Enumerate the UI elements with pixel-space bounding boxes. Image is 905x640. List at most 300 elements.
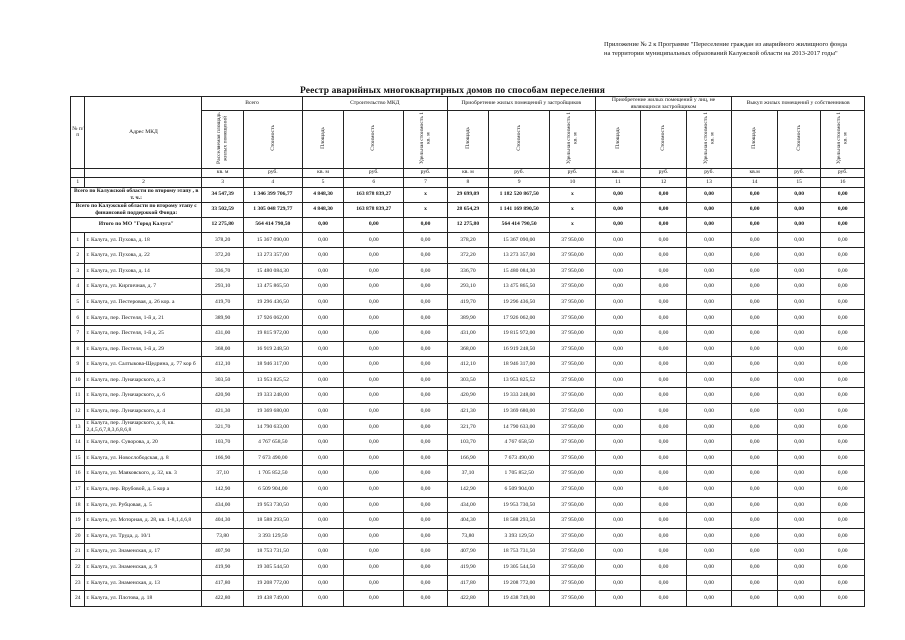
- table-row: [71, 591, 865, 607]
- header-group-total: Всего: [202, 97, 302, 111]
- zero-cell: 0,00: [821, 357, 865, 373]
- table-row: [71, 482, 865, 498]
- header-area-resettled: Расселяемая площадь жилых помещений: [202, 111, 243, 169]
- area-cell: 368,00: [202, 341, 243, 357]
- area-cell: 421,30: [202, 404, 243, 420]
- zero-cell: 0,00: [777, 326, 820, 342]
- column-number-cell: 2: [85, 177, 202, 187]
- zero-cell: 0,00: [821, 388, 865, 404]
- total-label: Всего по Калужской области по второму этапу , в т. ч.:: [71, 187, 202, 202]
- zero-cell: 0,00: [732, 341, 778, 357]
- dev-area-cell: 422,80: [447, 591, 488, 607]
- zero-cell: 0,00: [686, 248, 732, 264]
- dev-unit-cost-cell: 37 950,00: [550, 310, 596, 326]
- cost-cell: 19 296 436,50: [243, 294, 302, 310]
- column-number-cell: 11: [595, 177, 641, 187]
- zero-cell: 0,00: [777, 544, 820, 560]
- table-row: [71, 372, 865, 388]
- zero-cell: 0,00: [732, 513, 778, 529]
- zero-cell: 0,00: [641, 528, 687, 544]
- build-area-cell: 0,00: [302, 513, 343, 529]
- area-cell: 431,00: [202, 326, 243, 342]
- zero-cell: 0,00: [732, 404, 778, 420]
- zero-cell: 0,00: [777, 248, 820, 264]
- build-area-cell: 0,00: [302, 248, 343, 264]
- build-unit-cost-cell: 0,00: [404, 575, 447, 591]
- zero-cell: 0,00: [732, 591, 778, 607]
- build-area-cell: 0,00: [302, 544, 343, 560]
- build-cost-cell: 0,00: [344, 341, 404, 357]
- zero-cell: 0,00: [595, 357, 641, 373]
- header-area: Площадь: [595, 111, 641, 169]
- zero-cell: 0,00: [777, 513, 820, 529]
- total-value: 564 414 790,50: [489, 217, 550, 232]
- table-row: [71, 294, 865, 310]
- total-row: [71, 217, 865, 232]
- address-cell: г. Калуга, пер. Луначарского, д. 3: [85, 372, 202, 388]
- area-cell: 378,20: [202, 232, 243, 248]
- area-cell: 407,90: [202, 544, 243, 560]
- build-unit-cost-cell: 0,00: [404, 528, 447, 544]
- row-number: 8: [71, 341, 85, 357]
- zero-cell: 0,00: [595, 497, 641, 513]
- build-cost-cell: 0,00: [344, 248, 404, 264]
- dev-unit-cost-cell: 37 950,00: [550, 575, 596, 591]
- zero-cell: 0,00: [686, 591, 732, 607]
- cost-cell: 4 767 658,50: [243, 435, 302, 451]
- cost-cell: 18 946 317,00: [243, 357, 302, 373]
- zero-cell: 0,00: [732, 575, 778, 591]
- dev-unit-cost-cell: 37 950,00: [550, 326, 596, 342]
- zero-cell: 0,00: [821, 341, 865, 357]
- zero-cell: 0,00: [686, 357, 732, 373]
- zero-cell: 0,00: [732, 466, 778, 482]
- dev-cost-cell: 19 333 248,00: [489, 388, 550, 404]
- cost-cell: 16 919 248,50: [243, 341, 302, 357]
- total-value: 4 848,30: [302, 187, 343, 202]
- zero-cell: 0,00: [595, 482, 641, 498]
- row-number: 11: [71, 388, 85, 404]
- dev-area-cell: 103,70: [447, 435, 488, 451]
- build-area-cell: 0,00: [302, 294, 343, 310]
- table-row: [71, 575, 865, 591]
- cost-cell: 18 753 731,50: [243, 544, 302, 560]
- zero-cell: 0,00: [686, 450, 732, 466]
- unit-cell: руб.: [686, 168, 732, 177]
- total-value: 1 182 520 867,50: [489, 187, 550, 202]
- cost-cell: 13 273 357,00: [243, 248, 302, 264]
- header-unit-cost: Удельная стоимость 1 кв. м: [821, 111, 865, 169]
- cost-cell: 19 815 972,00: [243, 326, 302, 342]
- table-body: [71, 168, 865, 606]
- total-value: 0,00: [732, 217, 778, 232]
- build-area-cell: 0,00: [302, 310, 343, 326]
- build-unit-cost-cell: 0,00: [404, 326, 447, 342]
- address-cell: г. Калуга, ул. Новослободская, д. 8: [85, 450, 202, 466]
- zero-cell: 0,00: [641, 232, 687, 248]
- row-number: 6: [71, 310, 85, 326]
- dev-cost-cell: 6 509 904,00: [489, 482, 550, 498]
- row-number: 5: [71, 294, 85, 310]
- zero-cell: 0,00: [686, 482, 732, 498]
- empty-cell: [85, 168, 202, 177]
- row-number: 4: [71, 279, 85, 295]
- build-cost-cell: 0,00: [344, 466, 404, 482]
- area-cell: 103,70: [202, 435, 243, 451]
- zero-cell: 0,00: [595, 419, 641, 435]
- zero-cell: 0,00: [732, 388, 778, 404]
- zero-cell: 0,00: [686, 232, 732, 248]
- address-cell: г. Калуга, ул. Пухова, д. 14: [85, 263, 202, 279]
- build-area-cell: 0,00: [302, 388, 343, 404]
- zero-cell: 0,00: [641, 450, 687, 466]
- dev-cost-cell: 19 369 680,00: [489, 404, 550, 420]
- zero-cell: 0,00: [595, 404, 641, 420]
- zero-cell: 0,00: [686, 497, 732, 513]
- table-row: [71, 435, 865, 451]
- zero-cell: 0,00: [821, 497, 865, 513]
- build-cost-cell: 0,00: [344, 497, 404, 513]
- zero-cell: 0,00: [732, 326, 778, 342]
- total-value: 29 699,09: [447, 187, 488, 202]
- address-cell: г. Калуга, ул. Пухова, д. 22: [85, 248, 202, 264]
- build-cost-cell: 0,00: [344, 404, 404, 420]
- zero-cell: 0,00: [732, 248, 778, 264]
- zero-cell: 0,00: [732, 357, 778, 373]
- total-label: Итого по МО "Город Калуга": [71, 217, 202, 232]
- cost-cell: 15 367 090,00: [243, 232, 302, 248]
- dev-unit-cost-cell: 37 950,00: [550, 435, 596, 451]
- build-unit-cost-cell: 0,00: [404, 279, 447, 295]
- dev-unit-cost-cell: 37 950,00: [550, 248, 596, 264]
- table-row: [71, 248, 865, 264]
- zero-cell: 0,00: [732, 528, 778, 544]
- zero-cell: 0,00: [595, 575, 641, 591]
- build-unit-cost-cell: 0,00: [404, 404, 447, 420]
- table-row: [71, 419, 865, 435]
- zero-cell: 0,00: [686, 279, 732, 295]
- build-unit-cost-cell: 0,00: [404, 559, 447, 575]
- build-unit-cost-cell: 0,00: [404, 419, 447, 435]
- total-row: [71, 187, 865, 202]
- dev-area-cell: 434,00: [447, 497, 488, 513]
- zero-cell: 0,00: [777, 466, 820, 482]
- total-value: 0,00: [777, 217, 820, 232]
- table-row: [71, 497, 865, 513]
- zero-cell: 0,00: [732, 450, 778, 466]
- dev-unit-cost-cell: 37 950,00: [550, 482, 596, 498]
- zero-cell: 0,00: [686, 294, 732, 310]
- table-row: [71, 559, 865, 575]
- total-value: 0,00: [821, 202, 865, 217]
- zero-cell: 0,00: [777, 279, 820, 295]
- column-number-cell: 1: [71, 177, 85, 187]
- column-number-cell: 3: [202, 177, 243, 187]
- total-value: х: [550, 187, 596, 202]
- zero-cell: 0,00: [595, 559, 641, 575]
- zero-cell: 0,00: [777, 404, 820, 420]
- build-area-cell: 0,00: [302, 466, 343, 482]
- dev-cost-cell: 19 208 772,00: [489, 575, 550, 591]
- zero-cell: 0,00: [821, 513, 865, 529]
- zero-cell: 0,00: [641, 357, 687, 373]
- total-value: 0,00: [777, 187, 820, 202]
- total-value: 0,00: [595, 202, 641, 217]
- zero-cell: 0,00: [821, 263, 865, 279]
- cost-cell: 19 305 544,50: [243, 559, 302, 575]
- zero-cell: 0,00: [686, 528, 732, 544]
- dev-area-cell: 321,70: [447, 419, 488, 435]
- build-unit-cost-cell: 0,00: [404, 497, 447, 513]
- dev-cost-cell: 4 767 658,50: [489, 435, 550, 451]
- dev-area-cell: 417,80: [447, 575, 488, 591]
- total-value: 0,00: [641, 217, 687, 232]
- total-value: 163 878 839,27: [344, 202, 404, 217]
- table-row: [71, 450, 865, 466]
- build-area-cell: 0,00: [302, 341, 343, 357]
- cost-cell: 19 953 730,50: [243, 497, 302, 513]
- area-cell: 417,80: [202, 575, 243, 591]
- zero-cell: 0,00: [732, 435, 778, 451]
- address-cell: г. Калуга, ул. Знаменская, д. 9: [85, 559, 202, 575]
- zero-cell: 0,00: [641, 263, 687, 279]
- cost-cell: 3 393 129,50: [243, 528, 302, 544]
- zero-cell: 0,00: [686, 326, 732, 342]
- build-area-cell: 0,00: [302, 528, 343, 544]
- cost-cell: 15 480 084,30: [243, 263, 302, 279]
- column-number-cell: 10: [550, 177, 596, 187]
- total-value: 0,00: [686, 217, 732, 232]
- dev-area-cell: 419,90: [447, 559, 488, 575]
- row-number: 22: [71, 559, 85, 575]
- total-value: 0,00: [641, 187, 687, 202]
- empty-cell: [71, 168, 85, 177]
- zero-cell: 0,00: [641, 466, 687, 482]
- total-label: Всего по Калужской области по второму этапу с финансовой поддержкой Фонда:: [71, 202, 202, 217]
- header-cost: Стоимость: [344, 111, 404, 169]
- header-area: Площадь: [447, 111, 488, 169]
- dev-area-cell: 372,20: [447, 248, 488, 264]
- build-cost-cell: 0,00: [344, 528, 404, 544]
- zero-cell: 0,00: [641, 310, 687, 326]
- row-number: 24: [71, 591, 85, 607]
- cost-cell: 19 438 749,00: [243, 591, 302, 607]
- total-value: 564 414 790,50: [243, 217, 302, 232]
- table-row: [71, 310, 865, 326]
- unit-cell: руб.: [404, 168, 447, 177]
- zero-cell: 0,00: [641, 419, 687, 435]
- column-number-cell: 16: [821, 177, 865, 187]
- zero-cell: 0,00: [595, 435, 641, 451]
- dev-unit-cost-cell: 37 950,00: [550, 372, 596, 388]
- zero-cell: 0,00: [641, 388, 687, 404]
- dev-cost-cell: 19 438 749,00: [489, 591, 550, 607]
- cost-cell: 7 673 490,00: [243, 450, 302, 466]
- build-unit-cost-cell: 0,00: [404, 357, 447, 373]
- zero-cell: 0,00: [821, 310, 865, 326]
- zero-cell: 0,00: [821, 450, 865, 466]
- zero-cell: 0,00: [777, 372, 820, 388]
- column-number-cell: 6: [344, 177, 404, 187]
- dev-cost-cell: 19 953 730,50: [489, 497, 550, 513]
- dev-cost-cell: 17 926 062,00: [489, 310, 550, 326]
- row-number: 20: [71, 528, 85, 544]
- zero-cell: 0,00: [777, 591, 820, 607]
- table-row: [71, 466, 865, 482]
- build-unit-cost-cell: 0,00: [404, 248, 447, 264]
- dev-cost-cell: 13 273 357,00: [489, 248, 550, 264]
- cost-cell: 13 953 825,52: [243, 372, 302, 388]
- table-row: [71, 232, 865, 248]
- zero-cell: 0,00: [595, 294, 641, 310]
- unit-cell: руб.: [489, 168, 550, 177]
- zero-cell: 0,00: [777, 263, 820, 279]
- address-cell: г. Калуга, ул. Пестеровая, д. 26 кор. а: [85, 294, 202, 310]
- build-cost-cell: 0,00: [344, 232, 404, 248]
- total-row: [71, 202, 865, 217]
- zero-cell: 0,00: [821, 419, 865, 435]
- header-cost: Стоимость: [641, 111, 687, 169]
- build-area-cell: 0,00: [302, 326, 343, 342]
- area-cell: 434,00: [202, 497, 243, 513]
- zero-cell: 0,00: [686, 372, 732, 388]
- total-value: 0,00: [821, 217, 865, 232]
- dev-unit-cost-cell: 37 950,00: [550, 559, 596, 575]
- zero-cell: 0,00: [777, 310, 820, 326]
- dev-area-cell: 336,70: [447, 263, 488, 279]
- zero-cell: 0,00: [821, 248, 865, 264]
- unit-cell: руб.: [344, 168, 404, 177]
- total-value: 0,00: [821, 187, 865, 202]
- row-number: 14: [71, 435, 85, 451]
- address-cell: г. Калуга, пер. Луначарского, д. 6: [85, 388, 202, 404]
- build-unit-cost-cell: 0,00: [404, 294, 447, 310]
- total-value: х: [404, 202, 447, 217]
- dev-cost-cell: 16 919 248,50: [489, 341, 550, 357]
- build-cost-cell: 0,00: [344, 513, 404, 529]
- dev-unit-cost-cell: 37 950,00: [550, 341, 596, 357]
- zero-cell: 0,00: [641, 591, 687, 607]
- table-row: [71, 279, 865, 295]
- row-number: 19: [71, 513, 85, 529]
- area-cell: 336,70: [202, 263, 243, 279]
- build-cost-cell: 0,00: [344, 435, 404, 451]
- zero-cell: 0,00: [732, 232, 778, 248]
- area-cell: 37,10: [202, 466, 243, 482]
- dev-unit-cost-cell: 37 950,00: [550, 404, 596, 420]
- zero-cell: 0,00: [641, 559, 687, 575]
- row-number: 12: [71, 404, 85, 420]
- zero-cell: 0,00: [595, 450, 641, 466]
- row-number: 1: [71, 232, 85, 248]
- dev-cost-cell: 19 305 544,50: [489, 559, 550, 575]
- zero-cell: 0,00: [641, 279, 687, 295]
- total-value: 0,00: [686, 202, 732, 217]
- total-value: 12 275,80: [447, 217, 488, 232]
- zero-cell: 0,00: [595, 341, 641, 357]
- cost-cell: 17 926 062,00: [243, 310, 302, 326]
- zero-cell: 0,00: [641, 248, 687, 264]
- zero-cell: 0,00: [732, 263, 778, 279]
- zero-cell: 0,00: [641, 341, 687, 357]
- build-area-cell: 0,00: [302, 497, 343, 513]
- zero-cell: 0,00: [777, 482, 820, 498]
- zero-cell: 0,00: [595, 372, 641, 388]
- area-cell: 419,70: [202, 294, 243, 310]
- header-area: Площадь: [732, 111, 778, 169]
- table-row: [71, 544, 865, 560]
- unit-cell: кв. м: [202, 168, 243, 177]
- zero-cell: 0,00: [821, 482, 865, 498]
- column-number-cell: 13: [686, 177, 732, 187]
- zero-cell: 0,00: [686, 310, 732, 326]
- dev-area-cell: 389,90: [447, 310, 488, 326]
- zero-cell: 0,00: [686, 559, 732, 575]
- build-unit-cost-cell: 0,00: [404, 435, 447, 451]
- total-value: 0,00: [404, 217, 447, 232]
- zero-cell: 0,00: [595, 263, 641, 279]
- zero-cell: 0,00: [821, 404, 865, 420]
- header-no: № п/п: [71, 97, 85, 169]
- dev-unit-cost-cell: 37 950,00: [550, 232, 596, 248]
- build-cost-cell: 0,00: [344, 372, 404, 388]
- total-value: 163 878 839,27: [344, 187, 404, 202]
- row-number: 2: [71, 248, 85, 264]
- cost-cell: 14 790 633,00: [243, 419, 302, 435]
- zero-cell: 0,00: [821, 544, 865, 560]
- unit-cell: кв.м: [732, 168, 778, 177]
- build-area-cell: 0,00: [302, 372, 343, 388]
- dev-area-cell: 378,20: [447, 232, 488, 248]
- zero-cell: 0,00: [777, 559, 820, 575]
- total-value: 0,00: [732, 202, 778, 217]
- unit-cell: кв. м: [595, 168, 641, 177]
- address-cell: г. Калуга, пер. Луначарского, д. 4: [85, 404, 202, 420]
- dev-area-cell: 404,30: [447, 513, 488, 529]
- dev-cost-cell: 19 296 436,50: [489, 294, 550, 310]
- header-group-other: Приобретение жилых помещений у лиц, не являющихся застройщиком: [595, 97, 732, 111]
- total-value: 33 502,59: [202, 202, 243, 217]
- zero-cell: 0,00: [686, 466, 732, 482]
- build-unit-cost-cell: 0,00: [404, 513, 447, 529]
- zero-cell: 0,00: [686, 575, 732, 591]
- zero-cell: 0,00: [821, 559, 865, 575]
- table-header: [71, 97, 865, 169]
- build-area-cell: 0,00: [302, 279, 343, 295]
- zero-cell: 0,00: [595, 310, 641, 326]
- zero-cell: 0,00: [641, 575, 687, 591]
- unit-cell: руб.: [777, 168, 820, 177]
- total-value: х: [550, 202, 596, 217]
- table-row: [71, 357, 865, 373]
- dev-area-cell: 293,10: [447, 279, 488, 295]
- cost-cell: 13 475 865,50: [243, 279, 302, 295]
- total-value: 0,00: [595, 187, 641, 202]
- cost-cell: 19 369 680,00: [243, 404, 302, 420]
- cost-cell: 19 208 772,00: [243, 575, 302, 591]
- zero-cell: 0,00: [686, 341, 732, 357]
- address-cell: г. Калуга, пер. Пестеля, 1-й д. 21: [85, 310, 202, 326]
- total-value: х: [404, 187, 447, 202]
- header-unit-cost: Удельная стоимость 1 кв. м: [686, 111, 732, 169]
- area-cell: 166,90: [202, 450, 243, 466]
- zero-cell: 0,00: [641, 435, 687, 451]
- column-number-cell: 4: [243, 177, 302, 187]
- column-number-cell: 12: [641, 177, 687, 187]
- row-number: 13: [71, 419, 85, 435]
- total-value: 0,00: [302, 217, 343, 232]
- header-area: Площадь: [302, 111, 343, 169]
